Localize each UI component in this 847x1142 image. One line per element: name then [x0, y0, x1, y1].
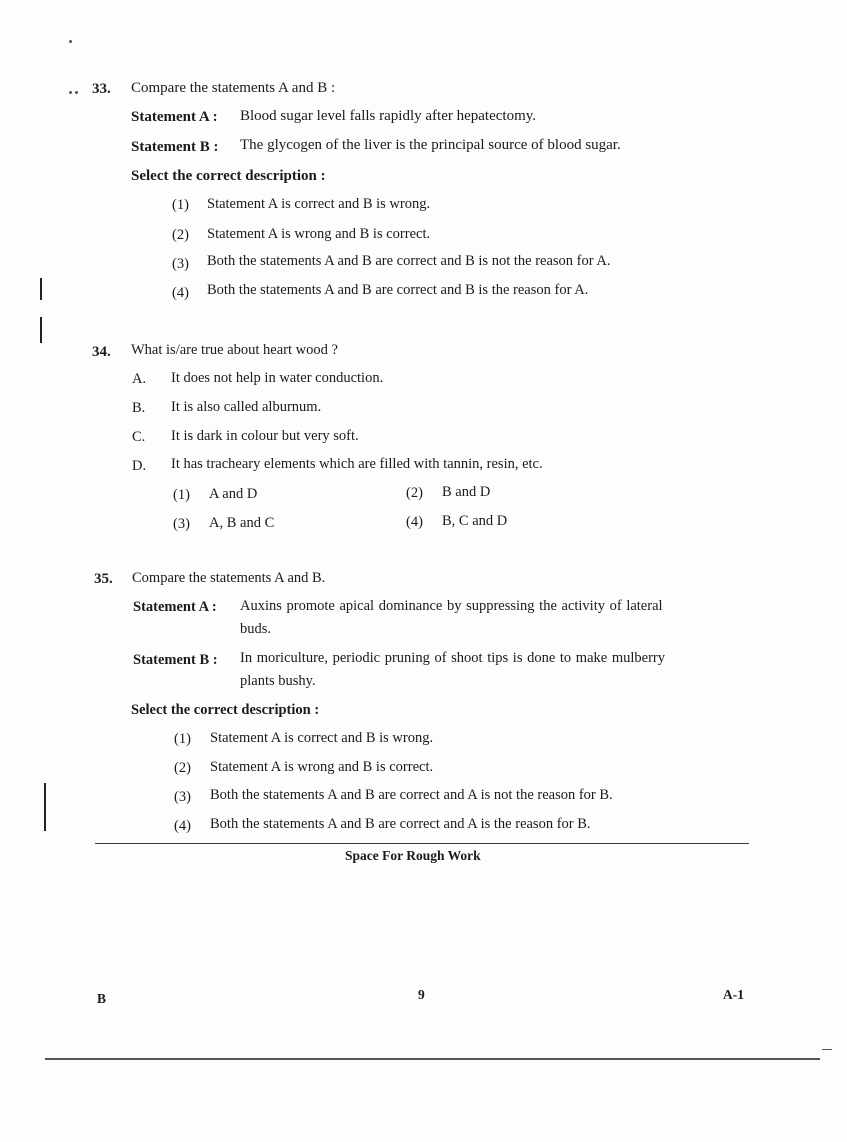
rough-work-divider — [95, 843, 749, 844]
option-number: (2) — [172, 227, 189, 243]
statement-b-label: Statement B : — [131, 139, 219, 155]
statement-a-text-continued: buds. — [240, 621, 272, 637]
option-number: (2) — [174, 760, 191, 776]
scan-speck — [75, 91, 78, 94]
question-stem: Compare the statements A and B. — [132, 570, 326, 586]
scan-speck — [69, 91, 72, 94]
select-label: Select the correct description : — [131, 702, 320, 718]
margin-mark — [44, 783, 46, 831]
bottom-edge-line — [45, 1058, 820, 1060]
margin-mark — [40, 317, 42, 343]
option-number: (1) — [173, 487, 190, 503]
option-text: A, B and C — [209, 515, 275, 531]
option-text: B and D — [442, 484, 491, 500]
option-text: Statement A is correct and B is wrong. — [207, 196, 431, 212]
item-text: It has tracheary elements which are filled with tannin, resin, etc. — [171, 456, 543, 472]
option-number: (3) — [174, 789, 191, 805]
option-text: Both the statements A and B are correct and B is the reason for A. — [207, 282, 589, 298]
bottom-edge-mark — [822, 1049, 832, 1050]
statement-b-text: The glycogen of the liver is the principal source of blood sugar. — [240, 137, 621, 153]
option-text: Statement A is wrong and B is correct. — [207, 226, 431, 242]
option-text: Statement A is wrong and B is correct. — [210, 759, 434, 775]
option-number: (4) — [172, 285, 189, 301]
option-number: (1) — [172, 197, 189, 213]
statement-a-label: Statement A : — [133, 599, 217, 615]
option-text: B, C and D — [442, 513, 508, 529]
option-number: (3) — [172, 256, 189, 272]
statement-a-label: Statement A : — [131, 109, 218, 125]
rough-work-label: Space For Rough Work — [345, 848, 481, 863]
statement-a-text: Blood sugar level falls rapidly after hepatectomy. — [240, 108, 537, 124]
question-number: 33. — [92, 81, 111, 97]
option-text: A and D — [209, 486, 258, 502]
option-number: (4) — [174, 818, 191, 834]
statement-b-label: Statement B : — [133, 652, 218, 668]
option-number: (2) — [406, 485, 423, 501]
statement-b-text: In moriculture, periodic pruning of shoot tips is done to make mulberry — [240, 650, 665, 666]
option-text: Statement A is correct and B is wrong. — [210, 730, 434, 746]
statement-b-text-continued: plants bushy. — [240, 673, 316, 689]
option-number: (3) — [173, 516, 190, 532]
question-number: 35. — [94, 571, 113, 587]
statement-a-text: Auxins promote apical dominance by suppressing the activity of lateral — [240, 598, 663, 614]
question-number: 34. — [92, 344, 111, 360]
select-label: Select the correct description : — [131, 168, 326, 184]
margin-mark — [40, 278, 42, 300]
item-text: It is dark in colour but very soft. — [171, 428, 359, 444]
footer-page-number: 9 — [418, 987, 425, 1002]
option-number: (4) — [406, 514, 423, 530]
footer-booklet-series: B — [97, 991, 107, 1006]
item-letter: A. — [132, 371, 147, 387]
scan-speck — [69, 40, 72, 43]
footer-code: A-1 — [723, 987, 744, 1002]
item-letter: D. — [132, 458, 147, 474]
option-text: Both the statements A and B are correct and A is the reason for B. — [210, 816, 591, 832]
item-letter: C. — [132, 429, 146, 445]
question-stem: Compare the statements A and B : — [131, 80, 336, 96]
item-letter: B. — [132, 400, 146, 416]
item-text: It does not help in water conduction. — [171, 370, 384, 386]
question-stem: What is/are true about heart wood ? — [131, 342, 338, 358]
item-text: It is also called alburnum. — [171, 399, 322, 415]
option-text: Both the statements A and B are correct and B is not the reason for A. — [207, 253, 611, 269]
option-number: (1) — [174, 731, 191, 747]
option-text: Both the statements A and B are correct and A is not the reason for B. — [210, 787, 613, 803]
